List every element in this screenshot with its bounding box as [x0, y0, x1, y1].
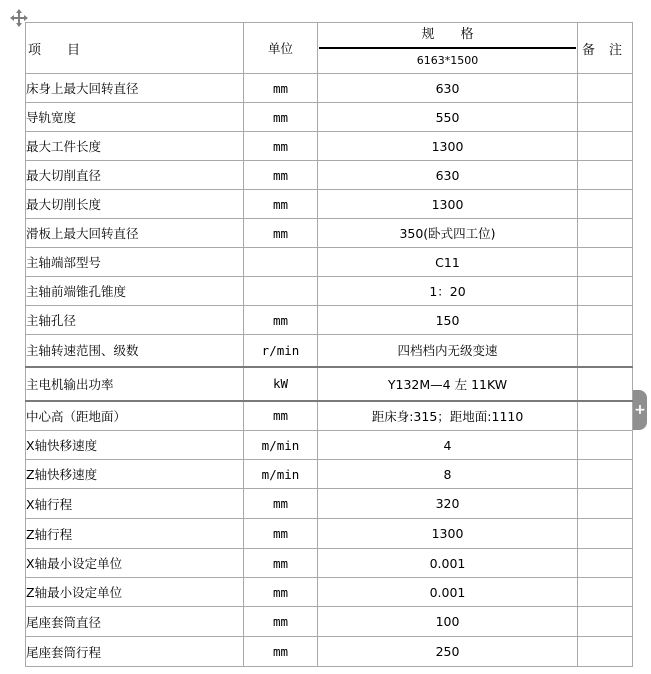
header-spec-title	[319, 23, 576, 49]
row-note[interactable]	[578, 248, 633, 277]
row-unit[interactable]: kW	[244, 367, 318, 401]
row-note[interactable]	[578, 607, 633, 637]
row-value[interactable]: Y132M—4 左 11KW	[318, 367, 578, 401]
row-unit[interactable]: mm	[244, 519, 318, 549]
row-value[interactable]: 630	[318, 74, 578, 103]
row-note[interactable]	[578, 460, 633, 489]
table-row	[26, 74, 633, 103]
row-item[interactable]: 最大切削长度	[26, 190, 244, 219]
row-item[interactable]: 滑板上最大回转直径	[26, 219, 244, 248]
row-item[interactable]: 床身上最大回转直径	[26, 74, 244, 103]
header-unit[interactable]: 单位	[244, 23, 318, 74]
row-unit[interactable]: mm	[244, 132, 318, 161]
header-item-char-2: 目	[67, 42, 81, 58]
table-header-row	[26, 23, 633, 74]
row-item[interactable]: X轴行程	[26, 489, 244, 519]
header-note[interactable]	[578, 23, 633, 74]
row-value[interactable]: 距床身:315；距地面:1110	[318, 401, 578, 431]
table-row	[26, 132, 633, 161]
row-note[interactable]	[578, 401, 633, 431]
table-row	[26, 460, 633, 489]
row-unit[interactable]	[244, 248, 318, 277]
table-row	[26, 103, 633, 132]
row-item[interactable]: 主轴转速范围、级数	[26, 335, 244, 367]
row-unit[interactable]: m/min	[244, 431, 318, 460]
row-unit[interactable]: mm	[244, 637, 318, 667]
row-value[interactable]: 0.001	[318, 578, 578, 607]
row-item[interactable]: X轴快移速度	[26, 431, 244, 460]
row-note[interactable]	[578, 219, 633, 248]
row-note[interactable]	[578, 367, 633, 401]
row-value[interactable]: 0.001	[318, 549, 578, 578]
header-note-char-1: 备	[582, 42, 596, 58]
row-value[interactable]: 1300	[318, 519, 578, 549]
row-item[interactable]: 中心高（距地面）	[26, 401, 244, 431]
row-value[interactable]: 1300	[318, 132, 578, 161]
table-row	[26, 431, 633, 460]
row-item[interactable]: 最大切削直径	[26, 161, 244, 190]
table-row	[26, 248, 633, 277]
row-unit[interactable]: mm	[244, 489, 318, 519]
table-row	[26, 161, 633, 190]
row-note[interactable]	[578, 519, 633, 549]
row-note[interactable]	[578, 637, 633, 667]
row-value[interactable]: 150	[318, 306, 578, 335]
table-row	[26, 277, 633, 306]
row-item[interactable]: 主电机输出功率	[26, 367, 244, 401]
header-spec[interactable]	[318, 23, 578, 74]
row-item[interactable]: 尾座套筒行程	[26, 637, 244, 667]
row-unit[interactable]: r/min	[244, 335, 318, 367]
row-note[interactable]	[578, 306, 633, 335]
row-value[interactable]: 8	[318, 460, 578, 489]
row-item[interactable]: Z轴最小设定单位	[26, 578, 244, 607]
row-item[interactable]: Z轴行程	[26, 519, 244, 549]
row-item[interactable]: 主轴端部型号	[26, 248, 244, 277]
table-row	[26, 578, 633, 607]
row-item[interactable]: 主轴孔径	[26, 306, 244, 335]
row-item[interactable]: Z轴快移速度	[26, 460, 244, 489]
row-value[interactable]: 4	[318, 431, 578, 460]
spec-table	[25, 22, 633, 667]
row-note[interactable]	[578, 74, 633, 103]
row-value[interactable]: 100	[318, 607, 578, 637]
row-value[interactable]: 320	[318, 489, 578, 519]
table-row	[26, 519, 633, 549]
header-note-char-2: 注	[609, 42, 623, 58]
row-unit[interactable]: mm	[244, 401, 318, 431]
add-row-tab[interactable]	[633, 390, 647, 430]
row-unit[interactable]: mm	[244, 219, 318, 248]
row-note[interactable]	[578, 161, 633, 190]
header-spec-char-1: 规	[421, 27, 435, 42]
row-value[interactable]: 550	[318, 103, 578, 132]
row-note[interactable]	[578, 578, 633, 607]
table-row	[26, 367, 633, 401]
row-unit[interactable]: mm	[244, 549, 318, 578]
row-unit[interactable]: m/min	[244, 460, 318, 489]
row-note[interactable]	[578, 277, 633, 306]
row-unit[interactable]: mm	[244, 161, 318, 190]
row-item[interactable]: 最大工件长度	[26, 132, 244, 161]
row-note[interactable]	[578, 103, 633, 132]
row-unit[interactable]: mm	[244, 190, 318, 219]
header-item-char-1: 项	[28, 42, 42, 58]
row-item[interactable]: X轴最小设定单位	[26, 549, 244, 578]
header-spec-model: 6163*1500	[416, 54, 479, 67]
row-value[interactable]: C11	[318, 248, 578, 277]
header-item[interactable]	[26, 23, 244, 74]
row-note[interactable]	[578, 489, 633, 519]
row-unit[interactable]: mm	[244, 103, 318, 132]
row-unit[interactable]: mm	[244, 578, 318, 607]
table-row	[26, 306, 633, 335]
header-spec-char-2: 格	[460, 27, 474, 42]
row-note[interactable]	[578, 335, 633, 367]
row-value[interactable]: 350(卧式四工位)	[318, 219, 578, 248]
table-row	[26, 637, 633, 667]
row-note[interactable]	[578, 431, 633, 460]
plus-icon: +	[634, 402, 646, 418]
row-value[interactable]: 630	[318, 161, 578, 190]
row-note[interactable]	[578, 190, 633, 219]
row-value[interactable]: 1300	[318, 190, 578, 219]
row-unit[interactable]	[244, 277, 318, 306]
row-item[interactable]: 导轨宽度	[26, 103, 244, 132]
row-unit[interactable]: mm	[244, 74, 318, 103]
row-unit[interactable]: mm	[244, 306, 318, 335]
table-row	[26, 549, 633, 578]
table-row	[26, 401, 633, 431]
table-row	[26, 335, 633, 367]
row-unit[interactable]: mm	[244, 607, 318, 637]
row-value[interactable]: 1：20	[318, 277, 578, 306]
row-item[interactable]: 主轴前端锥孔锥度	[26, 277, 244, 306]
row-item[interactable]: 尾座套筒直径	[26, 607, 244, 637]
table-row	[26, 219, 633, 248]
row-value[interactable]: 250	[318, 637, 578, 667]
row-note[interactable]	[578, 549, 633, 578]
row-value[interactable]: 四档档内无级变速	[318, 335, 578, 367]
row-note[interactable]	[578, 132, 633, 161]
table-row	[26, 190, 633, 219]
table-row	[26, 607, 633, 637]
table-row	[26, 489, 633, 519]
